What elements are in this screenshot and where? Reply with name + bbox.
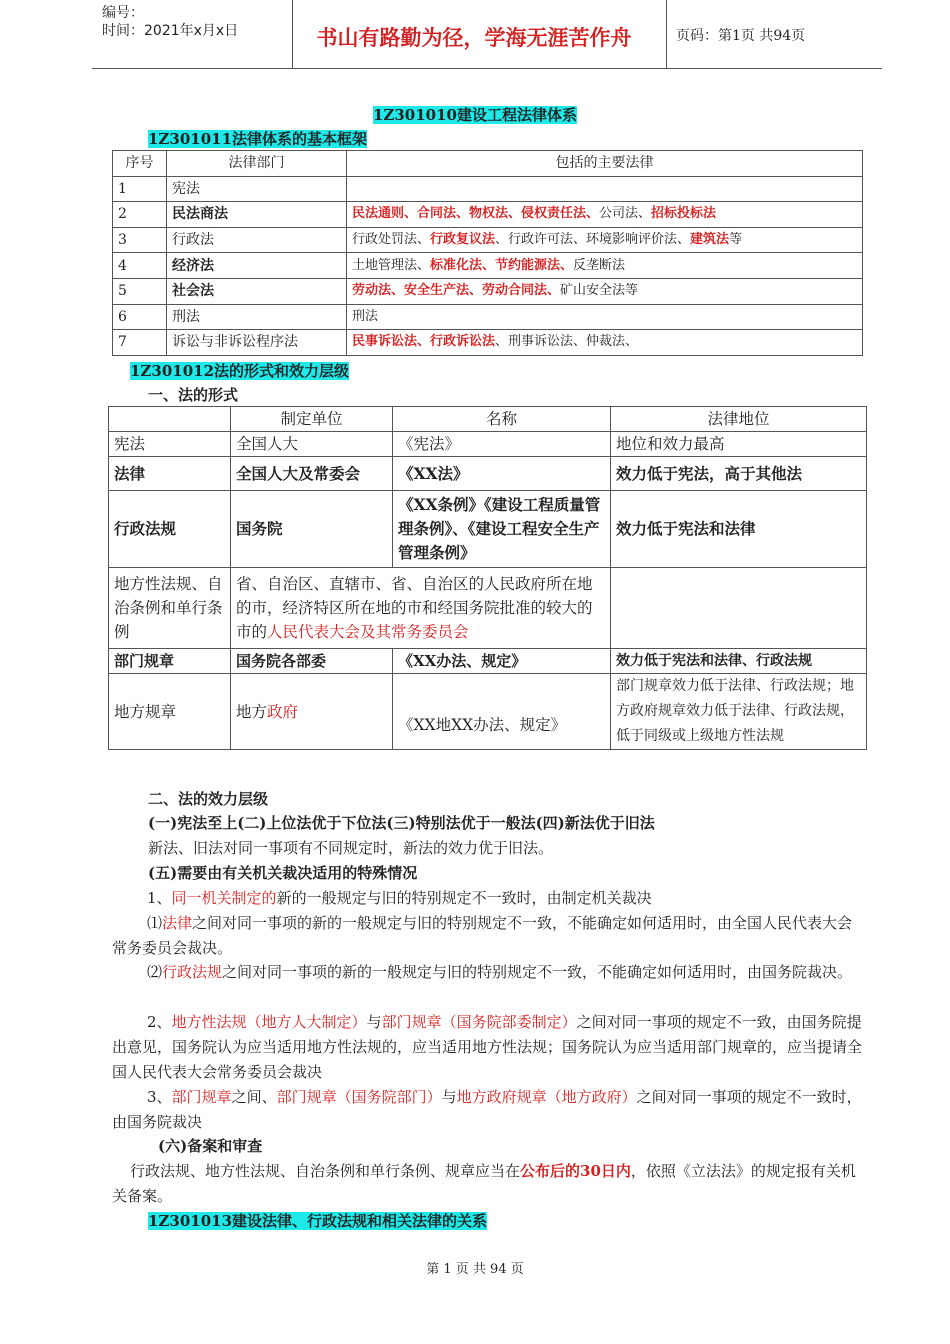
laws-cell <box>347 176 863 202</box>
form-cell: 地方规章 <box>109 674 231 750</box>
form-cell: 行政法规 <box>109 491 231 568</box>
law-name: 土地管理法、 <box>352 257 431 273</box>
status-cell: 效力低于宪法和法律、行政法规 <box>611 649 867 674</box>
law-name: 刑法 <box>352 308 379 324</box>
table-row <box>113 176 863 202</box>
name-cell: 《XX地XX办法、规定》 <box>393 674 611 750</box>
law-name: 、刑事诉讼法、仲裁法、 <box>495 334 639 350</box>
paragraph-new-old-law: 新法、旧法对同一事项有不同规定时，新法的效力优于旧法。 <box>148 839 554 857</box>
paragraph-item-3: 3、部门规章之间、部门规章（国务院部门）与地方政府规章（地方政府）之间对同一事项的规定不一致时，由国务院裁决 <box>112 1088 862 1131</box>
maker-cell: 全国人大 <box>231 432 393 457</box>
laws-cell <box>347 278 863 304</box>
section-heading-2: 1Z301012法的形式和效力层级 <box>130 362 350 380</box>
department-cell: 经济法 <box>167 253 347 279</box>
table-row <box>109 649 867 674</box>
page-footer: 第 1 页 共 94 页 <box>426 1262 524 1277</box>
law-forms-table <box>108 406 867 750</box>
table-row <box>109 674 867 750</box>
paragraph-item-2: 2、地方性法规（地方人大制定）与部门规章（国务院部委制定）之间对同一事项的规定不一致，由国务院提出意见，国务院认为应当适用地方性法规的，应当适用地方性法规；国务院认为应当适用部门规章的，应当提请全国人民代表大会常务委员会裁决 <box>112 1013 863 1081</box>
law-name-highlight: 劳动法、安全生产法、劳动合同法、 <box>352 283 561 299</box>
document-title: 1Z301010建设工程法律体系 <box>372 106 577 124</box>
row-number-cell: 2 <box>113 202 167 228</box>
maker-cell: 国务院 <box>231 491 393 568</box>
paragraph-special-cases: (五)需要由有关机关裁决适用的特殊情况 <box>148 864 418 882</box>
table-row <box>109 457 867 491</box>
department-cell: 行政法 <box>167 227 347 253</box>
status-cell: 部门规章效力低于法律、行政法规；地方政府规章效力低于法律、行政法规，低于同级或上级地方性法规 <box>611 674 867 750</box>
laws-cell <box>347 253 863 279</box>
subheading-law-forms: 一、法的形式 <box>148 386 239 404</box>
law-name-highlight: 行政复议法 <box>430 232 496 248</box>
department-cell: 宪法 <box>167 176 347 202</box>
table-row <box>113 278 863 304</box>
law-name: 等 <box>729 232 743 248</box>
form-cell: 部门规章 <box>109 649 231 674</box>
column-header <box>109 407 231 432</box>
maker-text-highlight: 政府 <box>267 702 299 721</box>
paragraph-filing-detail: 行政法规、地方性法规、自治条例和单行条例、规章应当在公布后的30日内，依照《立法法》的规定报有关机关备案。 <box>112 1162 856 1205</box>
column-header: 包括的主要法律 <box>347 151 863 177</box>
doc-number-label: 编号： <box>102 5 144 21</box>
maker-cell <box>231 568 611 649</box>
laws-cell <box>347 304 863 330</box>
law-name-highlight: 招标投标法 <box>651 206 717 222</box>
law-name: 行政处罚法、 <box>352 232 431 248</box>
form-cell: 地方性法规、自治条例和单行条例 <box>109 568 231 649</box>
header-meta <box>102 4 238 40</box>
form-cell: 法律 <box>109 457 231 491</box>
column-header: 法律地位 <box>611 407 867 432</box>
name-cell: 《宪法》 <box>393 432 611 457</box>
department-cell: 刑法 <box>167 304 347 330</box>
law-name-highlight: 标准化法、节约能源法、 <box>430 257 574 273</box>
table-row <box>113 330 863 356</box>
maker-text-highlight: 人民代表大会及其常务委员会 <box>267 623 469 641</box>
table-row <box>109 491 867 568</box>
row-number-cell: 1 <box>113 176 167 202</box>
maker-text: 省、自治区、直辖市、省、自治区的人民政府所在地的市，经济特区所在地的市和经国务院批准的较大的市的 <box>236 575 593 641</box>
laws-cell <box>347 202 863 228</box>
section-heading-1: 1Z301011法律体系的基本框架 <box>148 130 368 148</box>
paragraph-item-1-1: ⑴法律之间对同一事项的新的一般规定与旧的特别规定不一致，不能确定如何适用时，由全国人民代表大会常务委员会裁决。 <box>112 914 853 957</box>
section-heading-3: 1Z301013建设法律、行政法规和相关法律的关系 <box>148 1212 488 1230</box>
laws-cell <box>347 227 863 253</box>
name-cell: 《XX办法、规定》 <box>393 649 611 674</box>
department-cell: 民法商法 <box>167 202 347 228</box>
header-page-number: 页码：第1页 共94页 <box>676 28 806 44</box>
table-row <box>113 227 863 253</box>
time-label: 时间：2021年x月x日 <box>102 23 239 39</box>
department-cell: 社会法 <box>167 278 347 304</box>
table-row <box>109 432 867 457</box>
row-number-cell: 6 <box>113 304 167 330</box>
form-cell: 宪法 <box>109 432 231 457</box>
law-system-table <box>112 150 863 356</box>
column-header: 序号 <box>113 151 167 177</box>
table-header-row <box>113 151 863 177</box>
maker-cell: 全国人大及常委会 <box>231 457 393 491</box>
law-name-highlight: 建筑法 <box>690 232 730 248</box>
table-row <box>113 304 863 330</box>
header-motto: 书山有路勤为径，学海无涯苦作舟 <box>316 25 632 50</box>
name-cell: 《XX条例》《建设工程质量管理条例》、《建设工程安全生产管理条例》 <box>393 491 611 568</box>
table-header-row <box>109 407 867 432</box>
table-row <box>113 253 863 279</box>
law-name-highlight: 民事诉讼法、行政诉讼法 <box>352 334 496 350</box>
column-header: 法律部门 <box>167 151 347 177</box>
row-number-cell: 4 <box>113 253 167 279</box>
status-cell: 地位和效力最高 <box>611 432 867 457</box>
header-divider <box>666 0 667 68</box>
law-name-highlight: 民法通则、合同法、物权法、侵权责任法、 <box>352 206 600 222</box>
laws-cell <box>347 330 863 356</box>
column-header: 制定单位 <box>231 407 393 432</box>
paragraph-item-1: 1、同一机关制定的新的一般规定与旧的特别规定不一致时，由制定机关裁决 <box>147 889 652 907</box>
maker-cell: 国务院各部委 <box>231 649 393 674</box>
paragraph-principles: (一)宪法至上(二)上位法优于下位法(三)特别法优于一般法(四)新法优于旧法 <box>148 814 655 832</box>
status-cell: 效力低于宪法，高于其他法 <box>611 457 867 491</box>
maker-text: 地方 <box>236 702 268 721</box>
subheading-effect-hierarchy: 二、法的效力层级 <box>148 790 269 808</box>
law-name: 、行政许可法、环境影响评价法、 <box>495 232 691 248</box>
row-number-cell: 3 <box>113 227 167 253</box>
paragraph-filing-review: (六)备案和审查 <box>158 1137 263 1155</box>
law-name: 矿山安全法等 <box>560 283 639 299</box>
row-number-cell: 5 <box>113 278 167 304</box>
paragraph-item-1-2: ⑵行政法规之间对同一事项的新的一般规定与旧的特别规定不一致，不能确定如何适用时，由国务院裁决。 <box>147 963 853 981</box>
table-row <box>113 202 863 228</box>
maker-cell <box>231 674 393 750</box>
law-name: 公司法、 <box>599 206 652 222</box>
law-name: 反垄断法 <box>573 257 626 273</box>
table-row <box>109 568 867 649</box>
column-header: 名称 <box>393 407 611 432</box>
status-cell <box>611 568 867 649</box>
row-number-cell: 7 <box>113 330 167 356</box>
department-cell: 诉讼与非诉讼程序法 <box>167 330 347 356</box>
name-cell: 《XX法》 <box>393 457 611 491</box>
status-cell: 效力低于宪法和法律 <box>611 491 867 568</box>
page-header <box>92 0 882 69</box>
